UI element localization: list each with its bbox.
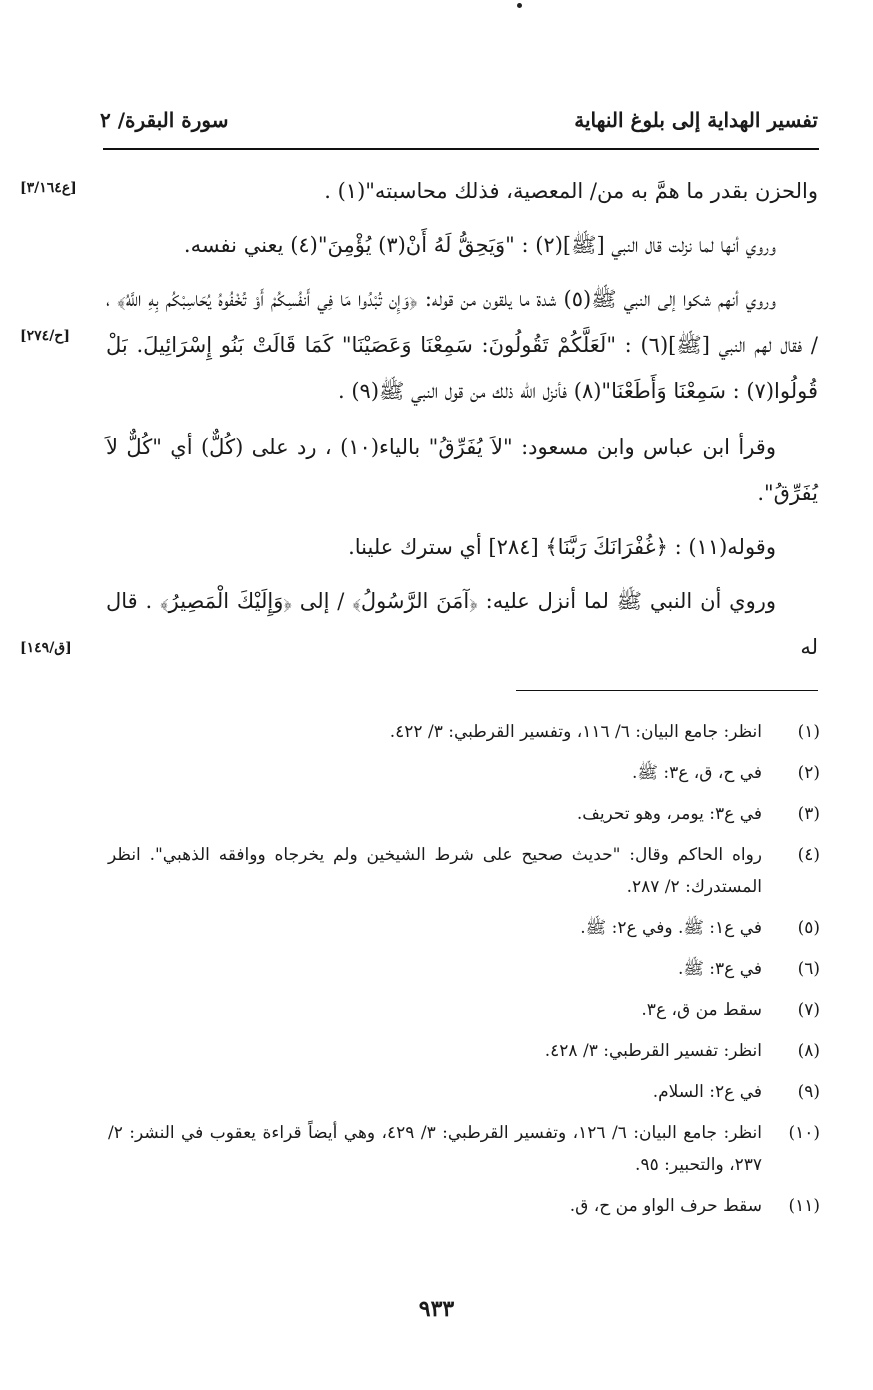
footnote-item [108,953,820,985]
margin-ref-1: [ع٣/١٦٤] [20,180,77,196]
footnote-item [108,1117,820,1181]
footnote-divider [516,690,818,691]
footnote-item [108,716,820,748]
margin-ref-2: [ح/٢٧٤] [20,328,70,344]
footnote-text: انظر: جامع البيان: ٦/ ١١٦، وتفسير القرطبي: ٣/ ٤٢٢. [389,722,762,742]
paragraph: وروي أنها لما نزلت قال النبي [ﷺ](٢) : "وَيَحِقُّ لَهُ أَنْ(٣) يُؤْمِنَ"(٤) يعني نفسه. [183,233,776,257]
footnote-number: (١) [797,722,820,742]
footnotes [108,716,820,1231]
margin-ref-3: [ق/١٤٩] [20,640,72,656]
footnote-text: في ع٣: يومر، وهو تحريف. [576,804,762,824]
footnote-text: في ح، ق، ع٣: ﷺ. [631,763,762,783]
page-number: ٩٣٣ [418,1296,455,1322]
footnote-number: (٧) [797,1000,820,1020]
footnote-text: في ع٢: السلام. [652,1082,762,1102]
footnote-text: سقط حرف الواو من ح، ق. [569,1196,762,1216]
footnote-number: (٤) [797,845,820,865]
footnote-number: (٣) [797,804,820,824]
footnote-item [108,1035,820,1067]
footnote-text: رواه الحاكم وقال: "حديث صحيح على شرط الشيخين ولم يخرجاه ووافقه الذهبي". انظر المستدرك: ٢/ ٢٨٧. [108,845,762,897]
paragraph: وقوله(١١) : ﴿غُفْرَانَكَ رَبَّنَا﴾ [٢٨٤] أي سترك علينا. [348,535,776,559]
footnote-number: (١١) [788,1196,820,1216]
main-text [106,168,818,678]
surah-label: سورة البقرة/ ٢ [100,108,229,132]
running-header [100,108,818,132]
footnote-text: سقط من ق، ع٣. [641,1000,762,1020]
footnote-number: (١٠) [788,1123,820,1143]
footnote-item [108,994,820,1026]
header-divider [103,148,819,150]
footnote-text: انظر: تفسير القرطبي: ٣/ ٤٢٨. [544,1041,762,1061]
footnote-item [108,757,820,789]
footnote-number: (٩) [797,1082,820,1102]
footnote-number: (٨) [797,1041,820,1061]
footnote-number: (٦) [797,959,820,979]
paragraph: والحزن بقدر ما همَّ به من/ المعصية، فذلك محاسبته"(١) . [324,179,818,203]
footnote-item [108,798,820,830]
footnote-number: (٢) [797,763,820,783]
paragraph: وروي أنهم شكوا إلى النبي ﷺ(٥) شدة ما يلقون من قوله: ﴿وَإِن تُبْدُوا مَا فِي أَنفُسِكُمْ أَوْ تُخْفُوهُ يُحَاسِبْكُم بِهِ اللَّهُ﴾ ، / فقال لهم النبي [ﷺ](٦) : "لَعَلَّكُمْ تَقُولُونَ: سَمِعْنَا وَعَصَيْنَا" كَمَا قَالَتْ بَنُو إِسْرَائِيلَ. بَلْ قُولُوا(٧) : سَمِعْنَا وَأَطَعْنَا"(٨) فأنزل الله ذلك من قول النبي ﷺ(٩) . [106,287,818,403]
footnote-item [108,839,820,903]
ink-dot [517,3,522,8]
footnote-text: في ع١: ﷺ. وفي ع٢: ﷺ. [580,918,762,938]
footnote-item [108,1076,820,1108]
book-title: تفسير الهداية إلى بلوغ النهاية [574,108,818,132]
footnote-item [108,1190,820,1222]
footnote-text: في ع٣: ﷺ. [677,959,762,979]
footnote-item [108,912,820,944]
paragraph: وقرأ ابن عباس وابن مسعود: "لاَ يُفَرِّقُ" بالياء(١٠) ، رد على (كُلٌّ) أي "كُلٌّ لاَ يُفَرِّقُ". [106,435,818,505]
paragraph: وروي أن النبي ﷺ لما أنزل عليه: ﴿آمَنَ الرَّسُولُ﴾ / إلى ﴿وَإِلَيْكَ الْمَصِيرُ﴾ . قال له [106,589,818,659]
footnote-number: (٥) [797,918,820,938]
footnote-text: انظر: جامع البيان: ٦/ ١٢٦، وتفسير القرطبي: ٣/ ٤٢٩، وهي أيضاً قراءة يعقوب في النشر: ٢/ ٢٣٧، والتحبير: ٩٥. [108,1123,762,1175]
